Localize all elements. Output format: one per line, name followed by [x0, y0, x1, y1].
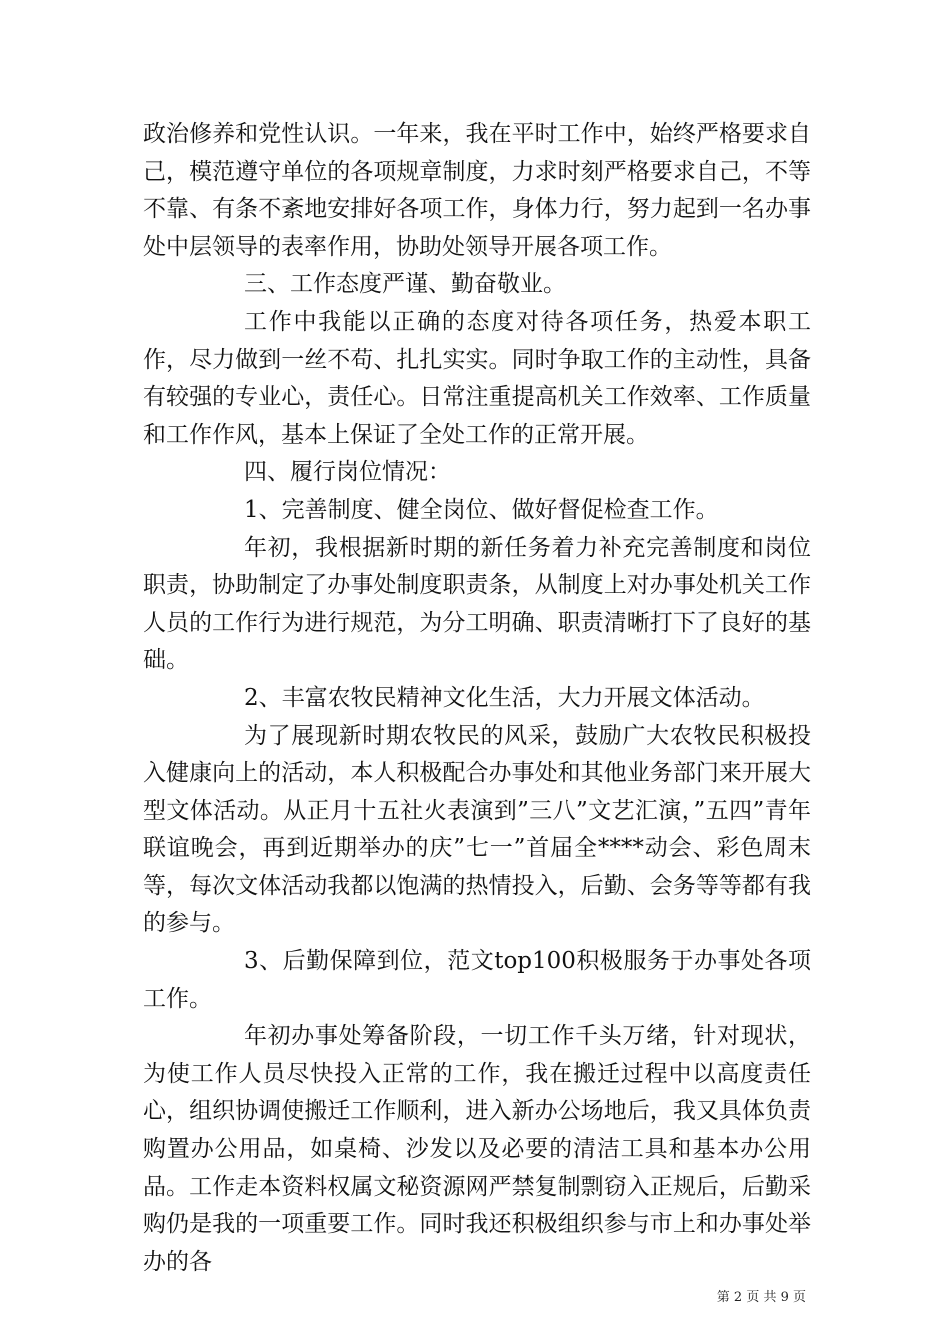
subheading-2: 2、丰富农牧民精神文化生活，大力开展文体活动。: [244, 684, 765, 711]
heading-section-4: 四、履行岗位情况：: [244, 459, 451, 486]
heading-section-3: 三、工作态度严谨、勤奋敬业。: [244, 271, 566, 298]
document-body: [143, 116, 811, 1281]
paragraph-10: 年初办事处筹备阶段，一切工作千头万绪，针对现状，为使工作人员尽快投入正常的工作，我在搬迁过程中以高度责任心，组织协调使搬迁工作顺利，进入新办公场地后，我又具体负责购置办公用品，如桌椅、沙发以及必要的清洁工具和基本办公用品。工作走本资料权属文秘资源网严禁复制剽窃入正规后，后勤采购仍是我的一项重要工作。同时我还积极组织参与市上和办事处举办的各: [143, 1023, 811, 1275]
paragraph-8: 为了展现新时期农牧民的风采，鼓励广大农牧民积极投入健康向上的活动，本人积极配合办事处和其他业务部门来开展大型文体活动。从正月十五社火表演到”三八”文艺汇演，”五四”青年联谊晚会，再到近期举办的庆”七一”首届全****动会、彩色周末等，每次文体活动我都以饱满的热情投入，后勤、会务等等都有我的参与。: [143, 722, 811, 937]
page-number-footer: 第 2 页 共 9 页: [716, 1290, 806, 1305]
subheading-1: 1、完善制度、健全岗位、做好督促检查工作。: [244, 496, 719, 523]
subheading-3: 3、后勤保障到位，范文top100积极服务于办事处各项工作。: [143, 948, 811, 1012]
paragraph-3: 工作中我能以正确的态度对待各项任务，热爱本职工作，尽力做到一丝不苟、扎扎实实。同时争取工作的主动性，具备有较强的专业心，责任心。日常注重提高机关工作效率、工作质量和工作作风，基本上保证了全处工作的正常开展。: [143, 308, 811, 448]
paragraph-1: 政治修养和党性认识。一年来，我在平时工作中，始终严格要求自己，模范遵守单位的各项规章制度，力求时刻严格要求自己，不等不靠、有条不紊地安排好各项工作，身体力行，努力起到一名办事处中层领导的表率作用，协助处领导开展各项工作。: [143, 121, 811, 260]
paragraph-6: 年初，我根据新时期的新任务着力补充完善制度和岗位职责，协助制定了办事处制度职责条，从制度上对办事处机关工作人员的工作行为进行规范，为分工明确、职责清晰打下了良好的基础。: [143, 534, 811, 674]
